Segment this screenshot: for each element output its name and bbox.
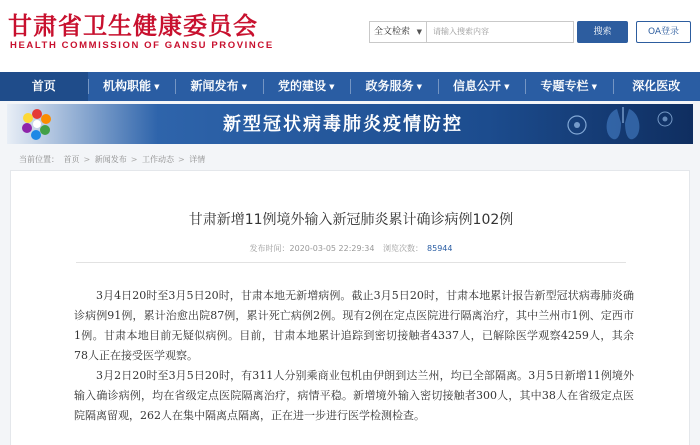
site-subtitle: HEALTH COMMISSION OF GANSU PROVINCE bbox=[10, 40, 274, 51]
banner-title: 新型冠状病毒肺炎疫情防控 bbox=[223, 114, 463, 135]
flower-logo-icon bbox=[19, 106, 55, 142]
nav-item-home[interactable] bbox=[0, 72, 88, 101]
nav-item-disclosure[interactable] bbox=[438, 72, 526, 101]
chevron-down-icon: ▼ bbox=[591, 83, 597, 91]
chevron-down-icon: ▼ bbox=[416, 28, 422, 36]
publish-date-label: 发布时间： bbox=[249, 244, 290, 253]
nav-item-label: 深化医改 bbox=[632, 79, 681, 93]
search-input[interactable]: 请输入搜索内容 bbox=[427, 21, 574, 43]
nav-item-topics[interactable] bbox=[525, 72, 613, 101]
publish-date: 2020-03-05 22:29:34 bbox=[289, 244, 375, 253]
nav-item-reform[interactable] bbox=[613, 72, 700, 101]
search-button[interactable]: 搜索 bbox=[577, 21, 628, 43]
nav-item-label: 政务服务 bbox=[365, 79, 414, 93]
breadcrumb-item-news[interactable]: 新闻发布 bbox=[94, 155, 127, 164]
nav-item-label: 专题专栏 bbox=[540, 79, 589, 93]
oa-login-button[interactable]: OA登录 bbox=[636, 21, 691, 43]
virus-lungs-icon bbox=[547, 105, 687, 143]
nav-item-label: 新闻发布 bbox=[190, 79, 239, 93]
search-bar bbox=[369, 21, 574, 43]
nav-item-label: 信息公开 bbox=[453, 79, 502, 93]
site-header bbox=[0, 0, 700, 72]
article-title: 甘肃新增11例境外输入新冠肺炎累计确诊病例102例 bbox=[188, 212, 514, 228]
nav-item-label: 机构职能 bbox=[103, 79, 152, 93]
views-count: 85944 bbox=[427, 244, 453, 253]
divider bbox=[76, 262, 626, 263]
breadcrumb-prefix: 当前位置： bbox=[19, 155, 59, 164]
breadcrumb-item-work[interactable]: 工作动态 bbox=[142, 155, 175, 164]
chevron-down-icon: ▼ bbox=[329, 83, 335, 91]
chevron-right-icon: > bbox=[178, 155, 185, 164]
breadcrumb-item-detail: 详情 bbox=[189, 155, 206, 164]
article-meta bbox=[11, 243, 691, 254]
article-card bbox=[10, 170, 690, 445]
breadcrumb bbox=[19, 154, 207, 165]
chevron-down-icon: ▼ bbox=[154, 83, 160, 91]
chevron-down-icon: ▼ bbox=[241, 83, 247, 91]
chevron-right-icon: > bbox=[83, 155, 91, 164]
main-nav bbox=[0, 72, 700, 101]
site-title[interactable]: 甘肃省卫生健康委员会 bbox=[8, 11, 258, 40]
nav-item-institution[interactable] bbox=[88, 72, 176, 101]
article-paragraph: 3月2日20时至3月5日20时，有311人分别乘商业包机由伊朗到达兰州，均已全部隔离。3月5日新增11例境外输入确诊病例，均在省级定点医院隔离治疗，病情平稳。新增境外输入密切接触者300人，其中38人在省级定点医院隔离留观，262人在集中隔离点隔离，正在进一步进行医学检测检查。 bbox=[74, 369, 634, 422]
nav-item-services[interactable] bbox=[350, 72, 438, 101]
breadcrumb-item-home[interactable]: 首页 bbox=[63, 155, 80, 164]
views-label: 浏览次数： bbox=[383, 244, 424, 253]
epidemic-banner[interactable] bbox=[7, 104, 693, 144]
nav-item-party[interactable] bbox=[263, 72, 351, 101]
chevron-down-icon: ▼ bbox=[504, 83, 510, 91]
nav-item-label: 党的建设 bbox=[278, 79, 327, 93]
article-paragraph: 3月4日20时至3月5日20时，甘肃本地无新增病例。截止3月5日20时，甘肃本地累计报告新型冠状病毒肺炎确诊病例91例，累计治愈出院87例，累计死亡病例2例。现有2例在定点医院进行隔离治疗，其中兰州市1例、定西市1例。甘肃本地目前无疑似病例。目前，甘肃本地累计追踪到密切接触者4337人，已解除医学观察4259人，其余78人正在接受医学观察。 bbox=[74, 289, 634, 362]
search-scope-value: 全文检索 bbox=[374, 27, 411, 37]
chevron-down-icon: ▼ bbox=[416, 83, 422, 91]
chevron-right-icon: > bbox=[130, 155, 138, 164]
nav-item-news[interactable] bbox=[175, 72, 263, 101]
search-scope-select[interactable] bbox=[369, 21, 427, 43]
nav-item-label: 首页 bbox=[31, 79, 56, 93]
